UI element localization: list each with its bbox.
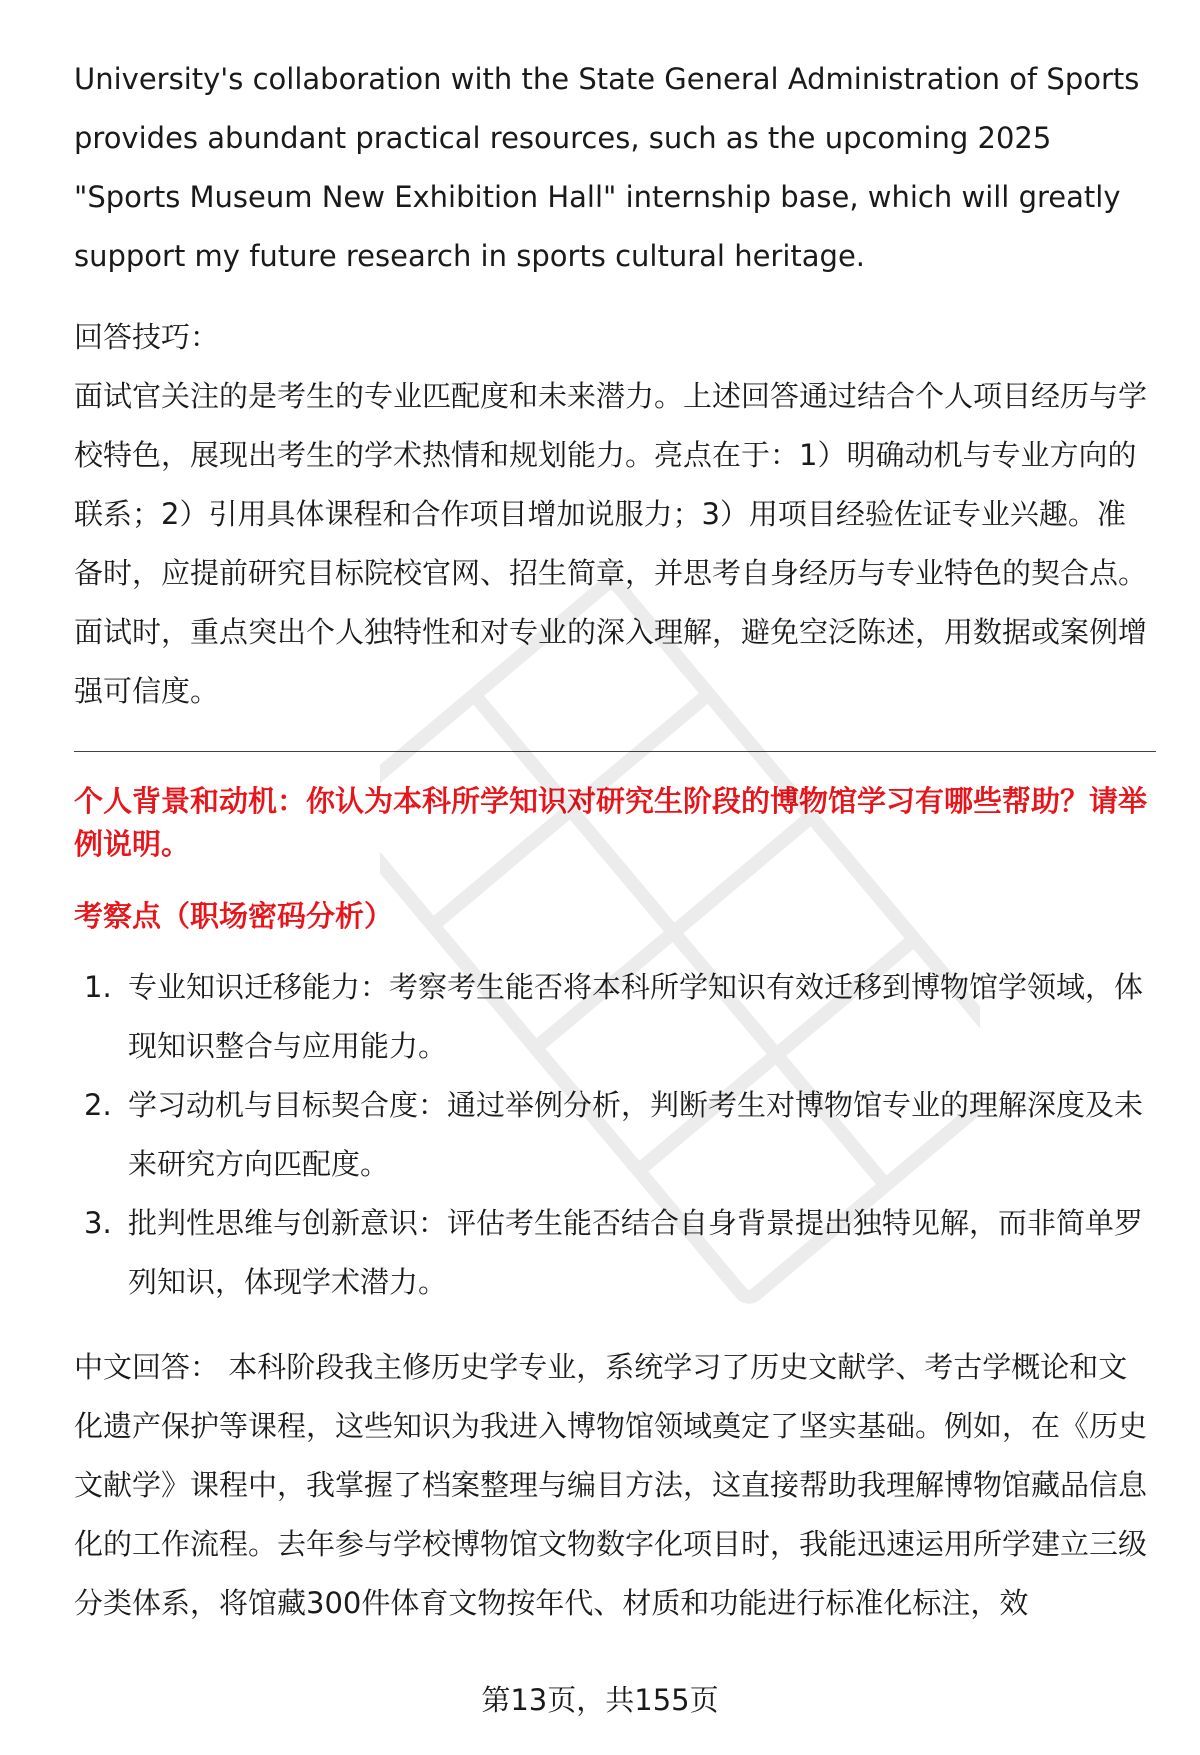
tips-label: 回答技巧： (74, 320, 220, 354)
answer-cn-paragraph: 中文回答： 本科阶段我主修历史学专业，系统学习了历史文献学、考古学概论和文化遗产保护等课程，这些知识为我进入博物馆领域奠定了坚实基础。例如，在《历史文献学》课程中，我掌握了档案整理与编目方法，这直接帮助我理解博物馆藏品信息化的工作流程。去年参与学校博物馆文物数字化项目时，我能迅速运用所学建立三级分类体系，将馆藏300件体育文物按年代、材质和功能进行标准化标注，效 (74, 1350, 1148, 1620)
list-item-number: 1. (84, 970, 112, 1004)
document-page (74, 50, 1154, 1633)
question-subtitle: 考察点（职场密码分析） (74, 899, 394, 933)
tips-body: 面试官关注的是考生的专业匹配度和未来潜力。上述回答通过结合个人项目经历与学校特色，展现出考生的学术热情和规划能力。亮点在于：1）明确动机与专业方向的联系；2）引用具体课程和合作项目增加说服力；3）用项目经验佐证专业兴趣。准备时，应提前研究目标院校官网、招生简章，并思考自身经历与专业特色的契合点。面试时，重点突出个人独特性和对专业的深入理解，避免空泛陈述，用数据或案例增强可信度。 (74, 379, 1148, 708)
list-item (74, 958, 1154, 1076)
list-item (74, 1194, 1154, 1312)
list-item-text: 批判性思维与创新意识：评估考生能否结合自身背景提出独特见解，而非简单罗列知识，体现学术潜力。 (128, 1206, 1144, 1299)
list-item-number: 3. (84, 1206, 112, 1240)
list-item (74, 1076, 1154, 1194)
page-footer: 第13页，共155页 (481, 1683, 719, 1717)
list-item-text: 专业知识迁移能力：考察考生能否将本科所学知识有效迁移到博物馆学领域，体现知识整合与应用能力。 (128, 970, 1144, 1063)
section-divider (74, 751, 1156, 752)
list-item-number: 2. (84, 1088, 112, 1122)
question-title: 个人背景和动机：你认为本科所学知识对研究生阶段的博物馆学习有哪些帮助？请举例说明。 (74, 784, 1148, 861)
list-item-text: 学习动机与目标契合度：通过举例分析，判断考生对博物馆专业的理解深度及未来研究方向匹配度。 (128, 1088, 1144, 1181)
assessment-points-list (74, 958, 1154, 1312)
intro-paragraph-en: University's collaboration with the State General Administration of Sports provides abundant practical resources, such as the upcoming 2025 "Sports Museum New Exhibition Hall" internship base, which will greatly support my future research in sports cultural heritage. (74, 62, 1140, 273)
